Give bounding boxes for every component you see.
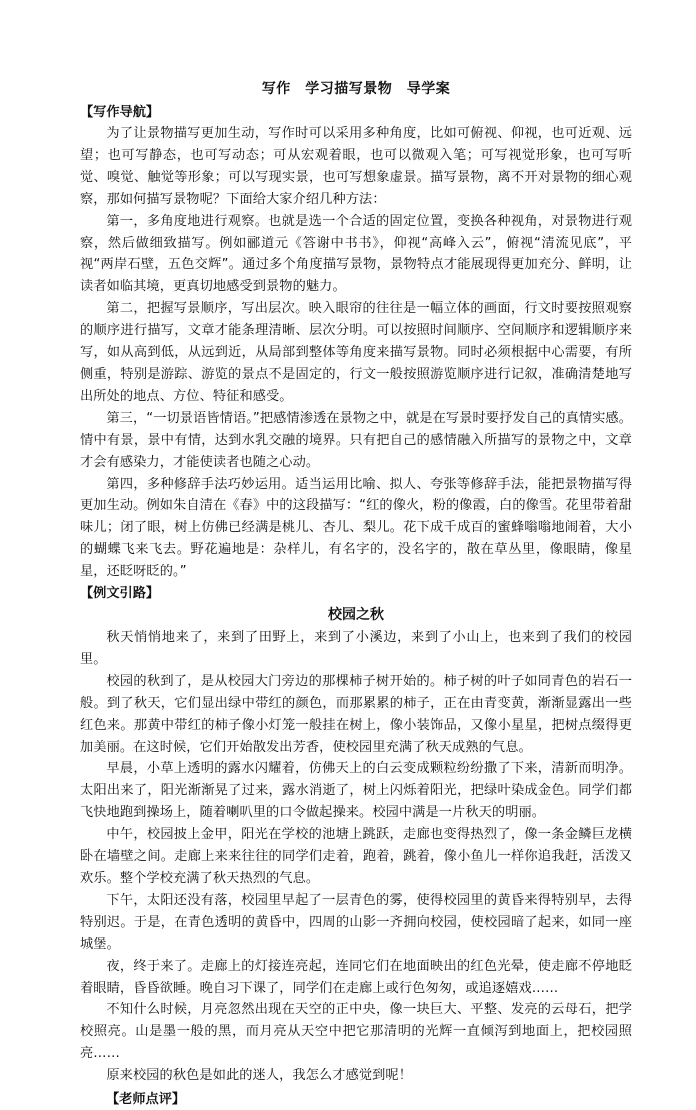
guide-paragraph-method-4: 第四，多种修辞手法巧妙运用。适当运用比喻、拟人、夸张等修辞手法，能把景物描写得更加生动。例如朱自清在《春》中的这段描写：“红的像火，粉的像霞，白的像雪。花里带着甜味儿；闭了眼，树上仿佛已经满是桃儿、杏儿、梨儿。花下成千成百的蜜蜂嗡嗡地闹着，大小的蝴蝶飞来飞去。野花遍地是：杂样儿，有名字的，没名字的，散在草丛里，像眼睛，像星星，还眨呀眨的。” — [80, 476, 632, 580]
essay-paragraph: 秋天悄悄地来了，来到了田野上，来到了小溪边，来到了小山上，也来到了我们的校园里。 — [80, 630, 632, 667]
essay-paragraph: 夜，终于来了。走廊上的灯接连亮起，连同它们在地面映出的红色光晕，使走廊不停地眨着眼睛，昏昏欲睡。晚自习下课了，同学们在走廊上或行色匆匆，或追逐嬉戏…… — [80, 958, 632, 996]
document-title: 写作 学习描写景物 导学案 — [261, 81, 451, 97]
guide-paragraph-method-1: 第一，多角度地进行观察。也就是选一个合适的固定位置，变换各种视角，对景物进行观察，然后做细致描写。例如郦道元《答谢中书书》，仰视“高峰入云”，俯视“清流见底”，平视“两岸石壁，五色交辉”。通过多个角度描写景物，景物特点才能展现得更加充分、鲜明，让读者如临其境，更真切地感受到景物的魅力。 — [80, 213, 632, 295]
essay-title: 校园之秋 — [328, 607, 384, 624]
essay-paragraph: 校园的秋到了，是从校园大门旁边的那棵柿子树开始的。柿子树的叶子如同青色的岩石一般。到了秋天，它们显出绿中带红的颜色，而那累累的柿子，正在由青变黄，渐渐显露出一些红色来。那黄中带红的柿子像小灯笼一般挂在树上，像小装饰品，又像小星星，把树点缀得更加美丽。在这时候，它们开始散发出芳香，使校园里充满了秋天成熟的气息。 — [80, 673, 632, 755]
essay-paragraph: 原来校园的秋色是如此的迷人，我怎么才感觉到呢！ — [106, 1068, 413, 1084]
section-heading-teacher-comment: 【老师点评】 — [106, 1092, 186, 1108]
document-page — [80, 78, 632, 1110]
section-heading-example: 【例文引路】 — [80, 586, 160, 602]
essay-paragraph: 早晨，小草上透明的露水闪耀着，仿佛天上的白云变成颗粒纷纷撒了下来，清新而明净。太阳出来了，阳光渐渐晃了过来，露水消逝了，树上闪烁着阳光，把绿叶染成金色。同学们都飞快地跑到操场上，随着喇叭里的口令做起操来。校园中满是一片秋天的明丽。 — [80, 761, 632, 821]
guide-paragraph-method-2: 第二，把握写景顺序，写出层次。映入眼帘的往往是一幅立体的画面，行文时要按照观察的顺序进行描写，文章才能条理清晰、层次分明。可以按照时间顺序、空间顺序和逻辑顺序来写，如从高到低，从远到近，从局部到整体等角度来描写景物。同时必须根据中心需要，有所侧重，特别是游踪、游览的景点不是固定的，行文一般按照游览顺序进行记叙，准确清楚地写出所处的地点、方位、特征和感受。 — [80, 301, 632, 404]
essay-paragraph: 不知什么时候，月亮忽然出现在天空的正中央，像一块巨大、平整、发亮的云母石，把学校照亮。山是墨一般的黑，而月亮从天空中把它那清明的光辉一直倾泻到地面上，把校园照亮…… — [80, 1002, 632, 1062]
section-heading-writing-guide: 【写作导航】 — [80, 105, 160, 120]
guide-paragraph-method-3: 第三，“一切景语皆情语。”把感情渗透在景物之中，就是在写景时要抒发自己的真情实感。情中有景，景中有情，达到水乳交融的境界。只有把自己的感情融入所描写的景物之中，文章才会有感染力，才能使读者也随之心动。 — [80, 410, 632, 470]
essay-paragraph: 中午，校园披上金甲，阳光在学校的池塘上跳跃，走廊也变得热烈了，像一条金鳞巨龙横卧在墙壁之间。走廊上来来往往的同学们走着，跑着，跳着，像小鱼儿一样你追我赶，活泼又欢乐。整个学校充满了秋天热烈的气息。 — [80, 827, 632, 886]
guide-paragraph-intro: 为了让景物描写更加生动，写作时可以采用多种角度，比如可俯视、仰视，也可近观、远望；也可写静态，也可写动态；可从宏观着眼，也可以微观入笔；可写视觉形象，也可写听觉、嗅觉、触觉等形象；可以写现实景，也可写想象虚景。描写景物，离不开对景物的细心观察，那如何描写景物呢？下面给大家介绍几种方法： — [80, 126, 632, 207]
essay-paragraph: 下午，太阳还没有落，校园里早起了一层青色的雾，使得校园里的黄昏来得特别早，去得特别迟。于是，在青色透明的黄昏中，四周的山影一齐拥向校园，使校园暗了起来，如同一座城堡。 — [80, 892, 632, 952]
